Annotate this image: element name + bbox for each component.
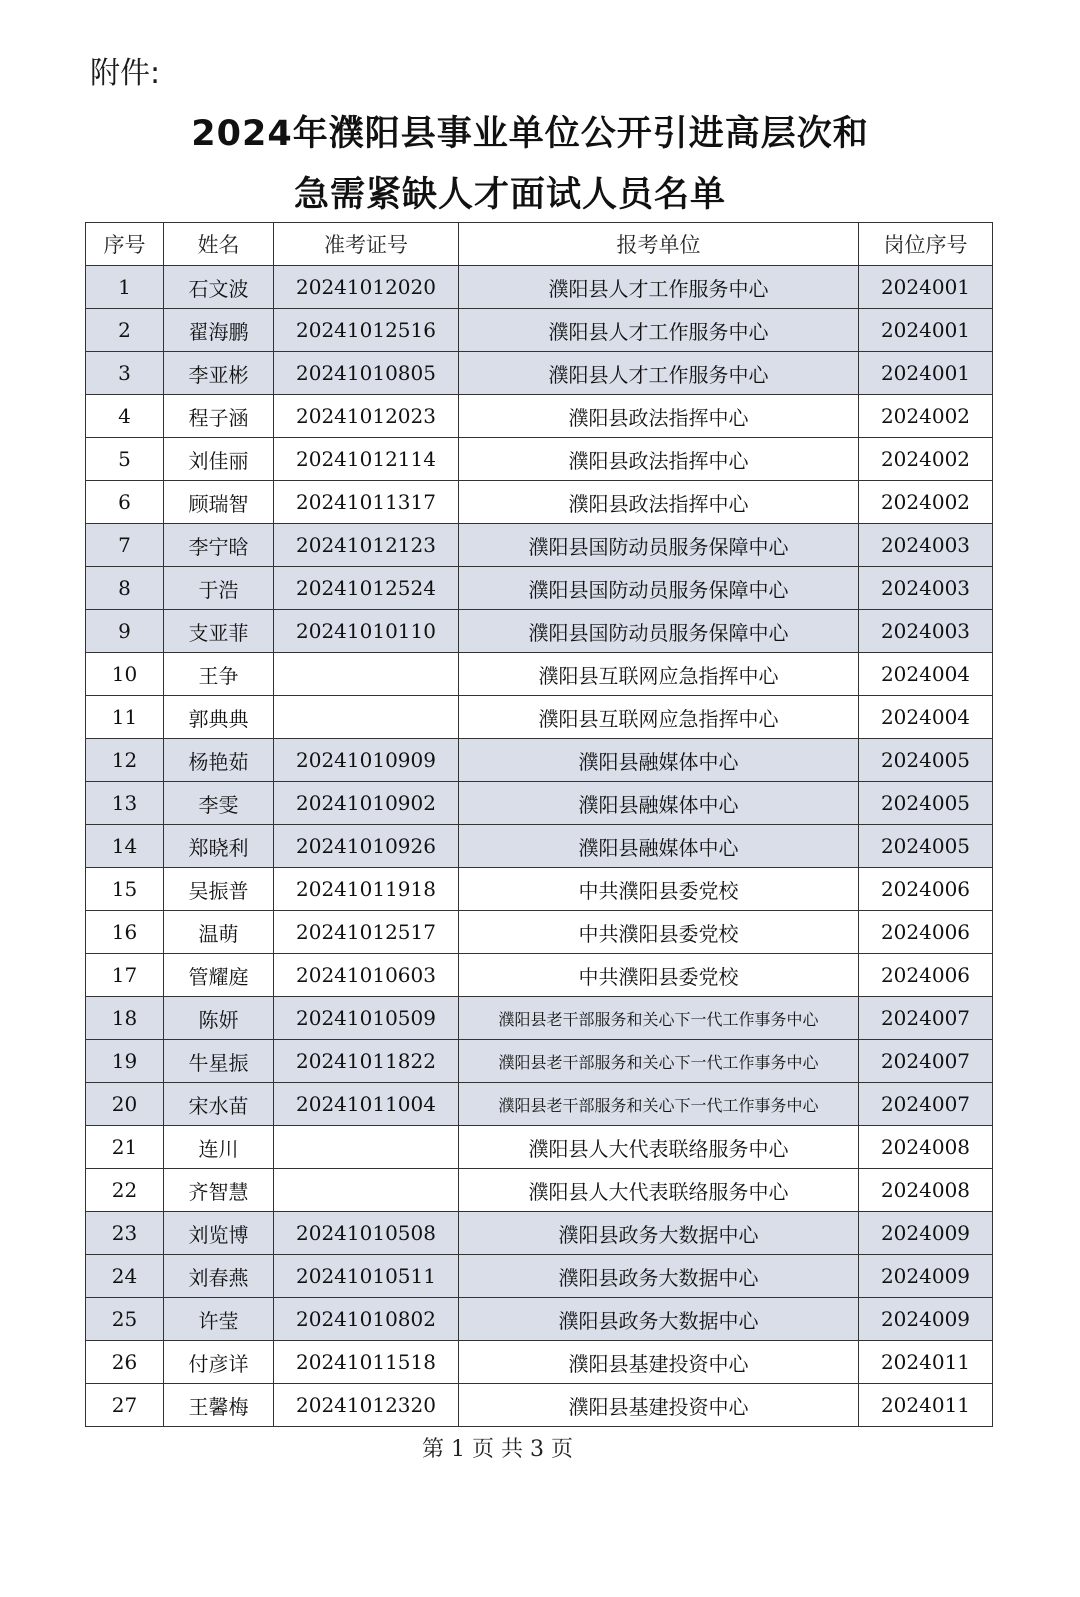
cell-name: 温萌	[164, 911, 274, 954]
table-body	[86, 266, 993, 1427]
cell-seq: 5	[86, 438, 164, 481]
cell-name: 刘春燕	[164, 1255, 274, 1298]
cell-ticket: 20241010511	[274, 1255, 459, 1298]
cell-seq: 22	[86, 1169, 164, 1212]
cell-name: 郑晓利	[164, 825, 274, 868]
table-row	[86, 696, 993, 739]
cell-name: 支亚菲	[164, 610, 274, 653]
cell-name: 李雯	[164, 782, 274, 825]
table-row	[86, 352, 993, 395]
cell-unit: 濮阳县融媒体中心	[459, 782, 859, 825]
cell-name: 程子涵	[164, 395, 274, 438]
cell-seq: 12	[86, 739, 164, 782]
cell-name: 刘览博	[164, 1212, 274, 1255]
cell-name: 李宁晗	[164, 524, 274, 567]
cell-unit: 濮阳县人才工作服务中心	[459, 266, 859, 309]
cell-seq: 20	[86, 1083, 164, 1126]
cell-unit: 濮阳县人才工作服务中心	[459, 352, 859, 395]
document-title-line1: 2024年濮阳县事业单位公开引进高层次和	[191, 114, 869, 154]
table-row	[86, 1255, 993, 1298]
cell-seq: 17	[86, 954, 164, 997]
cell-unit: 濮阳县老干部服务和关心下一代工作事务中心	[459, 1040, 859, 1083]
cell-ticket: 20241010509	[274, 997, 459, 1040]
cell-post: 2024007	[859, 1040, 993, 1083]
cell-post: 2024011	[859, 1384, 993, 1427]
cell-unit: 濮阳县国防动员服务保障中心	[459, 524, 859, 567]
cell-ticket: 20241010926	[274, 825, 459, 868]
cell-ticket: 20241010909	[274, 739, 459, 782]
table-row	[86, 739, 993, 782]
cell-unit: 濮阳县政务大数据中心	[459, 1212, 859, 1255]
cell-seq: 24	[86, 1255, 164, 1298]
cell-post: 2024006	[859, 954, 993, 997]
cell-name: 杨艳茹	[164, 739, 274, 782]
page-footer: 第 1 页 共 3 页	[422, 1437, 573, 1462]
column-header-name: 姓名	[164, 223, 274, 266]
table-row	[86, 1083, 993, 1126]
cell-name: 管耀庭	[164, 954, 274, 997]
cell-post: 2024003	[859, 610, 993, 653]
cell-post: 2024011	[859, 1341, 993, 1384]
table-row	[86, 782, 993, 825]
cell-unit: 濮阳县政务大数据中心	[459, 1298, 859, 1341]
cell-post: 2024003	[859, 524, 993, 567]
cell-seq: 13	[86, 782, 164, 825]
table-row	[86, 524, 993, 567]
table-row	[86, 911, 993, 954]
table-row	[86, 1298, 993, 1341]
cell-name: 齐智慧	[164, 1169, 274, 1212]
cell-post: 2024006	[859, 868, 993, 911]
cell-name: 王馨梅	[164, 1384, 274, 1427]
cell-ticket: 20241010802	[274, 1298, 459, 1341]
cell-name: 许莹	[164, 1298, 274, 1341]
column-header-post: 岗位序号	[859, 223, 993, 266]
cell-ticket: 20241010902	[274, 782, 459, 825]
cell-seq: 25	[86, 1298, 164, 1341]
cell-name: 付彦详	[164, 1341, 274, 1384]
cell-unit: 濮阳县国防动员服务保障中心	[459, 567, 859, 610]
cell-name: 牛星振	[164, 1040, 274, 1083]
table-row	[86, 1040, 993, 1083]
cell-ticket: 20241010805	[274, 352, 459, 395]
cell-ticket	[274, 1126, 459, 1169]
cell-unit: 濮阳县人大代表联络服务中心	[459, 1169, 859, 1212]
cell-post: 2024004	[859, 653, 993, 696]
cell-ticket: 20241011317	[274, 481, 459, 524]
cell-seq: 14	[86, 825, 164, 868]
cell-seq: 11	[86, 696, 164, 739]
table-row	[86, 1212, 993, 1255]
cell-ticket: 20241010508	[274, 1212, 459, 1255]
table-row	[86, 997, 993, 1040]
attachment-label: 附件:	[90, 56, 161, 91]
cell-unit: 濮阳县政法指挥中心	[459, 481, 859, 524]
cell-unit: 濮阳县融媒体中心	[459, 825, 859, 868]
cell-seq: 16	[86, 911, 164, 954]
cell-post: 2024003	[859, 567, 993, 610]
table-row	[86, 266, 993, 309]
cell-unit: 中共濮阳县委党校	[459, 954, 859, 997]
cell-seq: 27	[86, 1384, 164, 1427]
table-row	[86, 438, 993, 481]
cell-ticket: 20241012320	[274, 1384, 459, 1427]
table-row	[86, 653, 993, 696]
cell-post: 2024006	[859, 911, 993, 954]
cell-post: 2024005	[859, 782, 993, 825]
cell-unit: 濮阳县互联网应急指挥中心	[459, 653, 859, 696]
cell-post: 2024002	[859, 395, 993, 438]
cell-ticket: 20241011822	[274, 1040, 459, 1083]
table-row	[86, 395, 993, 438]
cell-seq: 1	[86, 266, 164, 309]
cell-name: 连川	[164, 1126, 274, 1169]
cell-ticket: 20241010603	[274, 954, 459, 997]
cell-post: 2024009	[859, 1298, 993, 1341]
cell-name: 王争	[164, 653, 274, 696]
cell-unit: 濮阳县人才工作服务中心	[459, 309, 859, 352]
table-row	[86, 567, 993, 610]
table-header-row	[86, 223, 993, 266]
cell-ticket: 20241012020	[274, 266, 459, 309]
cell-name: 翟海鹏	[164, 309, 274, 352]
cell-name: 石文波	[164, 266, 274, 309]
cell-unit: 中共濮阳县委党校	[459, 868, 859, 911]
cell-post: 2024007	[859, 997, 993, 1040]
cell-unit: 濮阳县政法指挥中心	[459, 395, 859, 438]
cell-ticket: 20241012123	[274, 524, 459, 567]
table-row	[86, 309, 993, 352]
cell-seq: 9	[86, 610, 164, 653]
column-header-seq: 序号	[86, 223, 164, 266]
cell-name: 陈妍	[164, 997, 274, 1040]
cell-unit: 濮阳县国防动员服务保障中心	[459, 610, 859, 653]
cell-unit: 濮阳县基建投资中心	[459, 1341, 859, 1384]
cell-unit: 濮阳县政务大数据中心	[459, 1255, 859, 1298]
cell-post: 2024005	[859, 825, 993, 868]
cell-ticket: 20241010110	[274, 610, 459, 653]
cell-post: 2024002	[859, 438, 993, 481]
cell-name: 于浩	[164, 567, 274, 610]
cell-seq: 18	[86, 997, 164, 1040]
interview-roster-table	[85, 222, 993, 1427]
cell-ticket: 20241011518	[274, 1341, 459, 1384]
cell-seq: 26	[86, 1341, 164, 1384]
cell-seq: 2	[86, 309, 164, 352]
cell-seq: 8	[86, 567, 164, 610]
cell-ticket: 20241012023	[274, 395, 459, 438]
column-header-unit: 报考单位	[459, 223, 859, 266]
table-row	[86, 610, 993, 653]
table-row	[86, 481, 993, 524]
cell-unit: 濮阳县融媒体中心	[459, 739, 859, 782]
cell-post: 2024005	[859, 739, 993, 782]
cell-post: 2024001	[859, 309, 993, 352]
cell-ticket: 20241012517	[274, 911, 459, 954]
cell-ticket: 20241012524	[274, 567, 459, 610]
cell-post: 2024001	[859, 352, 993, 395]
table-row	[86, 1169, 993, 1212]
cell-post: 2024004	[859, 696, 993, 739]
cell-post: 2024008	[859, 1169, 993, 1212]
cell-unit: 濮阳县政法指挥中心	[459, 438, 859, 481]
cell-post: 2024009	[859, 1255, 993, 1298]
column-header-ticket: 准考证号	[274, 223, 459, 266]
cell-name: 顾瑞智	[164, 481, 274, 524]
cell-seq: 7	[86, 524, 164, 567]
cell-seq: 23	[86, 1212, 164, 1255]
cell-ticket	[274, 1169, 459, 1212]
cell-name: 李亚彬	[164, 352, 274, 395]
table-row	[86, 1341, 993, 1384]
cell-ticket: 20241011004	[274, 1083, 459, 1126]
cell-name: 刘佳丽	[164, 438, 274, 481]
cell-ticket: 20241012516	[274, 309, 459, 352]
cell-seq: 4	[86, 395, 164, 438]
cell-ticket: 20241012114	[274, 438, 459, 481]
table-row	[86, 825, 993, 868]
cell-post: 2024009	[859, 1212, 993, 1255]
cell-unit: 濮阳县老干部服务和关心下一代工作事务中心	[459, 997, 859, 1040]
table-row	[86, 1126, 993, 1169]
cell-ticket	[274, 696, 459, 739]
cell-seq: 10	[86, 653, 164, 696]
cell-post: 2024007	[859, 1083, 993, 1126]
table-row	[86, 868, 993, 911]
cell-post: 2024001	[859, 266, 993, 309]
cell-post: 2024008	[859, 1126, 993, 1169]
cell-ticket	[274, 653, 459, 696]
table-row	[86, 954, 993, 997]
cell-unit: 濮阳县人大代表联络服务中心	[459, 1126, 859, 1169]
cell-name: 吴振普	[164, 868, 274, 911]
cell-seq: 3	[86, 352, 164, 395]
cell-seq: 21	[86, 1126, 164, 1169]
cell-unit: 中共濮阳县委党校	[459, 911, 859, 954]
cell-seq: 15	[86, 868, 164, 911]
cell-unit: 濮阳县老干部服务和关心下一代工作事务中心	[459, 1083, 859, 1126]
cell-name: 宋水苗	[164, 1083, 274, 1126]
cell-seq: 6	[86, 481, 164, 524]
cell-ticket: 20241011918	[274, 868, 459, 911]
cell-post: 2024002	[859, 481, 993, 524]
table-row	[86, 1384, 993, 1427]
document-title-line2: 急需紧缺人才面试人员名单	[293, 175, 726, 215]
cell-unit: 濮阳县基建投资中心	[459, 1384, 859, 1427]
cell-seq: 19	[86, 1040, 164, 1083]
cell-name: 郭典典	[164, 696, 274, 739]
cell-unit: 濮阳县互联网应急指挥中心	[459, 696, 859, 739]
